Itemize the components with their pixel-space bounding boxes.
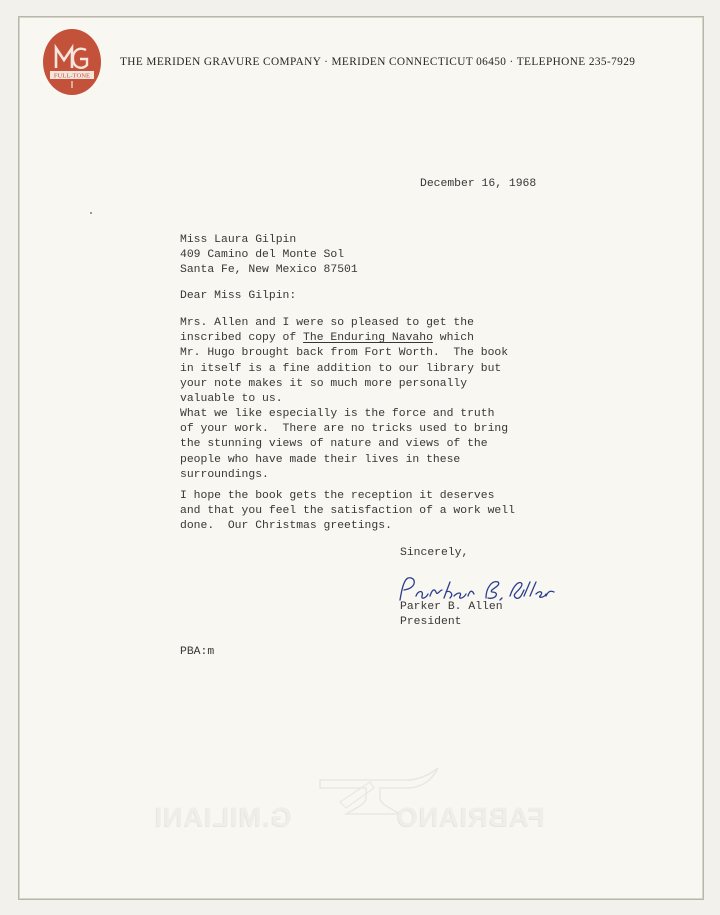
watermark-left: G.MILIANI <box>154 802 292 832</box>
book-title: The Enduring Navaho <box>303 332 433 345</box>
address-line: Santa Fe, New Mexico 87501 <box>180 264 358 277</box>
paper-watermark <box>150 758 570 838</box>
p1-line-1: Mrs. Allen and I were so pleased to get the <box>180 317 474 329</box>
signer-name: Parker B. Allen <box>400 601 503 613</box>
fold-mark <box>90 212 92 214</box>
paragraph-2: What we like especially is the force and truth of your work. There are no tricks used to bring the stunning views of nature and views of the people who have made their lives in these surroundings. <box>180 408 509 481</box>
closing: Sincerely, <box>400 547 469 559</box>
full-tone-logo <box>42 28 102 96</box>
recipient-address <box>180 233 358 279</box>
watermark-right: FABRIANO <box>396 802 545 832</box>
address-line: 409 Camino del Monte Sol <box>180 249 345 262</box>
signer-title: President <box>400 616 462 629</box>
letterhead: THE MERIDEN GRAVURE COMPANY · MERIDEN CONNECTICUT 06450 · TELEPHONE 235-7929 <box>120 56 636 68</box>
paragraph-1 <box>180 316 508 407</box>
p1-line-2-pre: inscribed copy of <box>180 332 304 345</box>
svg-text:FULL-TONE: FULL-TONE <box>53 72 91 80</box>
paragraph-3: I hope the book gets the reception it deserves and that you feel the satisfaction of a work well done. Our Christmas greetings. <box>180 490 515 533</box>
typist-initials: PBA:m <box>180 646 215 658</box>
p1-line-2-post: which <box>432 332 474 345</box>
p1-rest: Mr. Hugo brought back from Fort Worth. The book in itself is a fine addition to our library but your note makes it so much more personally valuable to us. <box>180 347 509 406</box>
address-line: Miss Laura Gilpin <box>180 234 297 246</box>
salutation: Dear Miss Gilpin: <box>180 290 297 302</box>
signer-block <box>400 600 503 630</box>
letter-date: December 16, 1968 <box>420 178 537 190</box>
